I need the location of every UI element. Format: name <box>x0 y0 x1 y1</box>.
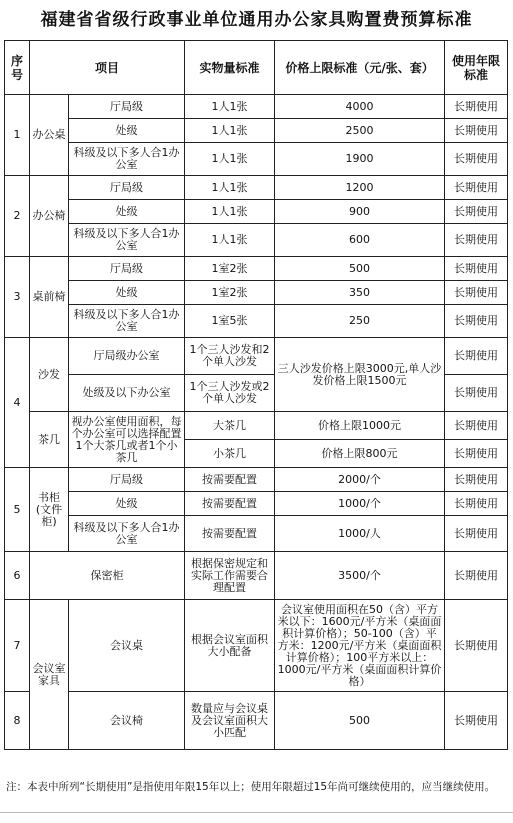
row-seq: 1 <box>5 95 30 176</box>
row-life: 长期使用 <box>445 224 508 257</box>
row-price: 2000/个 <box>275 468 445 492</box>
row-qty: 按需要配置 <box>185 516 275 552</box>
row-price: 会议室使用面积在50（含）平方米以下：1600元/平方米（桌面面积计算价格）；50-100（含）平方米：1200元/平方米（桌面面积计算价格）；100平方米以上：1000元/平方米（桌面面积计算价格） <box>275 600 445 692</box>
row-seq: 7 <box>5 600 30 692</box>
row-life: 长期使用 <box>445 375 508 412</box>
table-row <box>5 224 508 257</box>
row-price: 3500/个 <box>275 552 445 600</box>
table-row <box>5 412 508 440</box>
row-seq: 2 <box>5 176 30 257</box>
table-row <box>5 692 508 750</box>
row-category: 办公桌 <box>30 95 69 176</box>
row-price: 500 <box>275 257 445 281</box>
row-qty: 数量应与会议桌及会议室面积大小匹配 <box>185 692 275 750</box>
row-price: 三人沙发价格上限3000元,单人沙发价格上限1500元 <box>275 338 445 412</box>
footnote: 注：本表中所列“长期使用”是指使用年限15年以上；使用年限超过15年尚可继续使用的，应当继续使用。 <box>6 781 496 793</box>
row-life: 长期使用 <box>445 440 508 468</box>
row-seq: 3 <box>5 257 30 338</box>
row-qty: 1人1张 <box>185 119 275 143</box>
header-life: 使用年限标准 <box>445 41 508 95</box>
table-row <box>5 95 508 119</box>
row-qty: 1室5张 <box>185 305 275 338</box>
table-row <box>5 200 508 224</box>
row-description: 视办公室使用面积，每个办公室可以选择配置1个大茶几或者1个小茶几 <box>69 412 185 468</box>
row-qty: 小茶几 <box>185 440 275 468</box>
row-price: 250 <box>275 305 445 338</box>
table-header-row <box>5 41 508 95</box>
row-life: 长期使用 <box>445 600 508 692</box>
row-price: 1000/人 <box>275 516 445 552</box>
table-row <box>5 119 508 143</box>
row-level: 处级 <box>69 119 185 143</box>
row-category: 保密柜 <box>30 552 185 600</box>
row-qty: 按需要配置 <box>185 468 275 492</box>
row-seq: 6 <box>5 552 30 600</box>
table-row <box>5 143 508 176</box>
row-category: 会议室家具 <box>30 600 69 750</box>
row-level: 会议桌 <box>69 600 185 692</box>
row-level: 处级及以下办公室 <box>69 375 185 412</box>
row-level: 会议椅 <box>69 692 185 750</box>
row-price: 350 <box>275 281 445 305</box>
row-life: 长期使用 <box>445 119 508 143</box>
row-qty: 1个三人沙发和2个单人沙发 <box>185 338 275 375</box>
row-life: 长期使用 <box>445 412 508 440</box>
table-row <box>5 468 508 492</box>
row-qty: 根据保密规定和实际工作需要合理配置 <box>185 552 275 600</box>
row-qty: 根据会议室面积大小配备 <box>185 600 275 692</box>
row-seq: 8 <box>5 692 30 750</box>
row-life: 长期使用 <box>445 692 508 750</box>
row-category: 桌前椅 <box>30 257 69 338</box>
table-row <box>5 305 508 338</box>
row-level: 厅局级 <box>69 257 185 281</box>
table-row <box>5 281 508 305</box>
table-row <box>5 552 508 600</box>
row-price: 600 <box>275 224 445 257</box>
row-price: 1200 <box>275 176 445 200</box>
row-life: 长期使用 <box>445 552 508 600</box>
row-life: 长期使用 <box>445 281 508 305</box>
row-life: 长期使用 <box>445 200 508 224</box>
row-qty: 1室2张 <box>185 281 275 305</box>
row-life: 长期使用 <box>445 468 508 492</box>
divider <box>0 812 513 813</box>
table-row <box>5 516 508 552</box>
header-price: 价格上限标准（元/张、套） <box>275 41 445 95</box>
row-category: 办公椅 <box>30 176 69 257</box>
row-level: 处级 <box>69 281 185 305</box>
row-seq: 4 <box>5 338 30 468</box>
row-level: 处级 <box>69 200 185 224</box>
table-row <box>5 338 508 375</box>
row-price: 价格上限800元 <box>275 440 445 468</box>
table-row <box>5 257 508 281</box>
header-qty: 实物量标准 <box>185 41 275 95</box>
table-row <box>5 600 508 692</box>
row-level: 处级 <box>69 492 185 516</box>
row-price: 1900 <box>275 143 445 176</box>
row-category: 沙发 <box>30 338 69 412</box>
row-level: 科级及以下多人合1办公室 <box>69 516 185 552</box>
row-level: 厅局级 <box>69 468 185 492</box>
row-life: 长期使用 <box>445 338 508 375</box>
row-level: 科级及以下多人合1办公室 <box>69 143 185 176</box>
row-price: 4000 <box>275 95 445 119</box>
row-category: 书柜(文件柜) <box>30 468 69 552</box>
row-life: 长期使用 <box>445 516 508 552</box>
row-level: 厅局级 <box>69 95 185 119</box>
row-price: 2500 <box>275 119 445 143</box>
table-row <box>5 176 508 200</box>
row-price: 500 <box>275 692 445 750</box>
page-title: 福建省省级行政事业单位通用办公家具购置费预算标准 <box>40 10 473 30</box>
row-qty: 1人1张 <box>185 200 275 224</box>
row-level: 厅局级办公室 <box>69 338 185 375</box>
row-qty: 大茶几 <box>185 412 275 440</box>
row-price: 1000/个 <box>275 492 445 516</box>
row-qty: 1人1张 <box>185 224 275 257</box>
furniture-standard-table <box>4 40 508 750</box>
header-seq: 序号 <box>5 41 30 95</box>
row-price: 价格上限1000元 <box>275 412 445 440</box>
row-category: 茶几 <box>30 412 69 468</box>
row-level: 科级及以下多人合1办公室 <box>69 305 185 338</box>
row-qty: 按需要配置 <box>185 492 275 516</box>
row-level: 科级及以下多人合1办公室 <box>69 224 185 257</box>
row-qty: 1个三人沙发或2个单人沙发 <box>185 375 275 412</box>
row-seq: 5 <box>5 468 30 552</box>
row-qty: 1人1张 <box>185 176 275 200</box>
row-qty: 1人1张 <box>185 143 275 176</box>
header-item: 项目 <box>30 41 185 95</box>
row-level: 厅局级 <box>69 176 185 200</box>
row-life: 长期使用 <box>445 143 508 176</box>
row-life: 长期使用 <box>445 305 508 338</box>
row-life: 长期使用 <box>445 257 508 281</box>
table-row <box>5 492 508 516</box>
row-price: 900 <box>275 200 445 224</box>
row-life: 长期使用 <box>445 492 508 516</box>
row-qty: 1室2张 <box>185 257 275 281</box>
row-life: 长期使用 <box>445 95 508 119</box>
row-qty: 1人1张 <box>185 95 275 119</box>
row-life: 长期使用 <box>445 176 508 200</box>
